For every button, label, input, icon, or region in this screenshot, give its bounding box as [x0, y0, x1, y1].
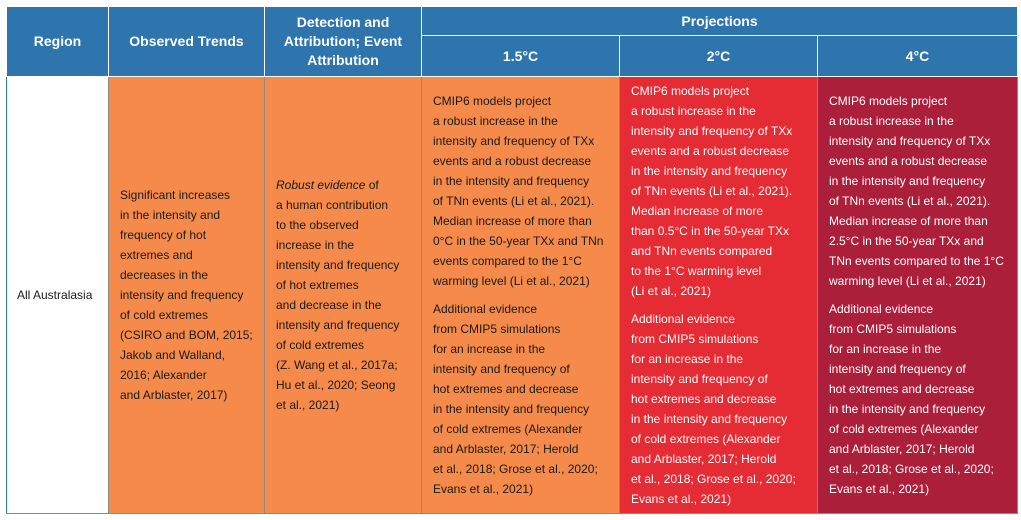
table-row	[7, 77, 1018, 514]
projection-2c-cmip5: Additional evidence from CMIP5 simulations for an increase in the intensity and frequency of hot extremes and decrease in the intensity and frequency of cold extremes (Alexander and Arblaster, 2017; Herold et al., 2018; Grose et al., 2020; Evans et al., 2021)	[631, 312, 796, 506]
projection-2c-cmip6: CMIP6 models project a robust increase in the intensity and frequency of TXx events and a robust decrease in the intensity and frequency of TNn events (Li et al., 2021). Median increase of more than 0.5°C in the 50-year TXx and TNn events compared to the 1°C warming level (Li et al., 2021)	[631, 84, 793, 298]
cell-region	[7, 77, 109, 514]
extremes-table	[6, 6, 1018, 514]
header-2c: 2°C	[620, 36, 818, 77]
header-detection-attribution: Detection and Attribution; Event Attribution	[265, 7, 422, 77]
cell-detection-attribution	[265, 77, 422, 514]
observed-trends-text: Significant increases in the intensity and frequency of hot extremes and decreases in the intensity and frequency of cold extremes (CSIRO and BOM, 2015; Jakob and Walland, 2016; Alexander and Arblaster, 2017)	[120, 188, 253, 402]
header-observed-trends: Observed Trends	[109, 7, 265, 77]
projection-4c-cmip5: Additional evidence from CMIP5 simulations for an increase in the intensity and frequency of hot extremes and decrease in the intensity and frequency of cold extremes (Alexander and Arblaster, 2017; Herold et al., 2018; Grose et al., 2020; Evans et al., 2021)	[829, 302, 994, 496]
header-1-5c: 1.5°C	[422, 36, 620, 77]
extremes-table-container	[6, 6, 1017, 514]
header-region: Region	[7, 7, 109, 77]
header-4c: 4°C	[818, 36, 1018, 77]
region-name: All Australasia	[17, 288, 93, 302]
projection-1-5c-cmip5: Additional evidence from CMIP5 simulations for an increase in the intensity and frequency of hot extremes and decrease in the intensity and frequency of cold extremes (Alexander and Arblaster, 2017; Herold et al., 2018; Grose et al., 2020; Evans et al., 2021)	[433, 302, 598, 496]
cell-projection-1-5c	[422, 77, 620, 514]
confidence-emphasis: Robust evidence	[276, 178, 366, 192]
header-row-top	[7, 7, 1018, 36]
header-projections: Projections	[422, 7, 1018, 36]
detection-attribution-text	[276, 175, 413, 415]
projection-4c-cmip6: CMIP6 models project a robust increase in the intensity and frequency of TXx events and a robust decrease in the intensity and frequency of TNn events (Li et al., 2021). Median increase of more than 2.5°C in the 50-year TXx and TNn events compared to the 1°C warming level (Li et al., 2021)	[829, 94, 1004, 288]
projection-1-5c-cmip6: CMIP6 models project a robust increase in the intensity and frequency of TXx events and a robust decrease in the intensity and frequency of TNn events (Li et al., 2021). Median increase of more than 0°C in the 50-year TXx and TNn events compared to the 1°C warming level (Li et al., 2021)	[433, 94, 604, 288]
detection-attribution-body: of a human contribution to the observed increase in the intensity and frequency of hot extremes and decrease in the intensity and frequency of cold extremes (Z. Wang et al., 2017a; Hu et al., 2020; Seong et al., 2021)	[276, 178, 400, 412]
cell-projection-4c	[818, 77, 1018, 514]
cell-projection-2c	[620, 77, 818, 514]
cell-observed-trends	[109, 77, 265, 514]
